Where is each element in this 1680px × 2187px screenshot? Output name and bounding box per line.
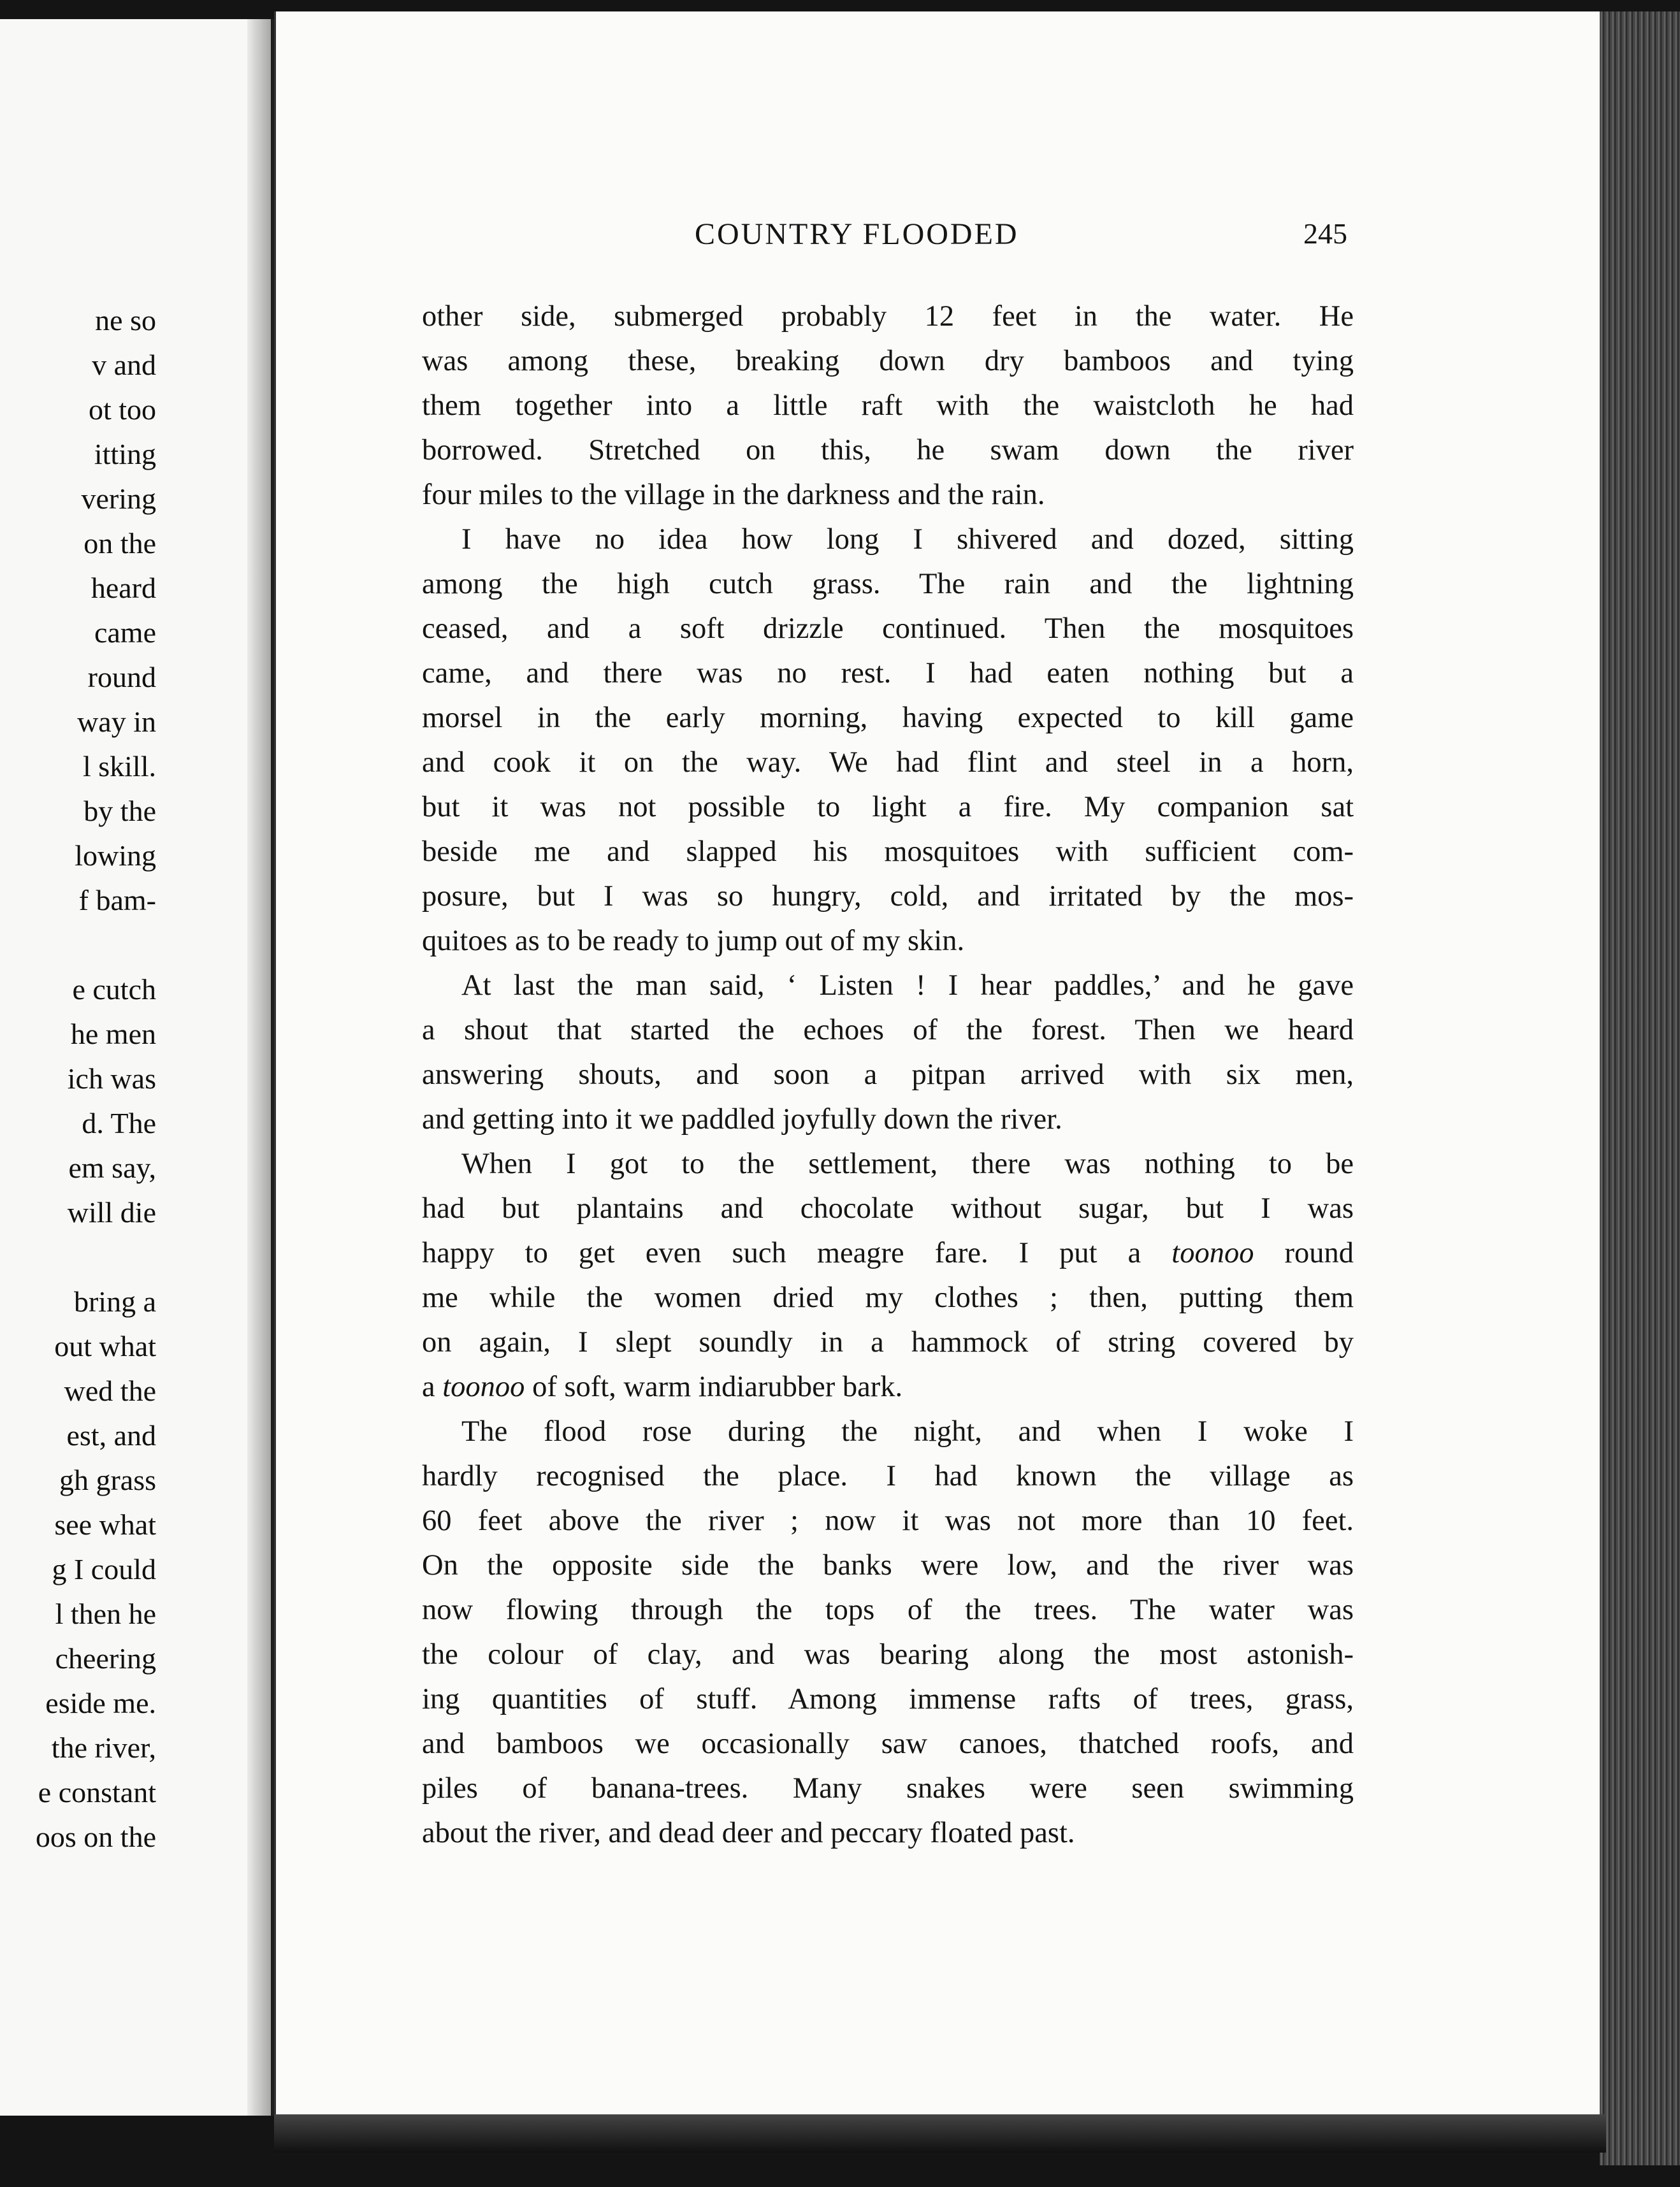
text-line: When I got to the settlement, there was nothing to be bbox=[461, 1148, 1354, 1180]
left-line: way in bbox=[77, 705, 156, 738]
page-block-edge bbox=[1600, 11, 1680, 2165]
left-line: out what bbox=[54, 1330, 156, 1362]
text-line: and getting into it we paddled joyfully down the river. bbox=[422, 1103, 1062, 1136]
text-line: I have no idea how long I shivered and dozed, sitting bbox=[461, 523, 1354, 556]
running-title: COUNTRY FLOODED bbox=[695, 217, 1019, 251]
text-line: now flowing through the tops of the trees. The water was bbox=[422, 1594, 1354, 1626]
page-bottom-edge bbox=[274, 2114, 1606, 2153]
left-line: l then he bbox=[55, 1598, 156, 1630]
left-line: eside me. bbox=[45, 1687, 156, 1719]
left-line: oos on the bbox=[35, 1821, 156, 1853]
left-line: came bbox=[94, 616, 156, 649]
text-run: round bbox=[1254, 1237, 1354, 1269]
body-text bbox=[422, 294, 1354, 1856]
left-line: on the bbox=[83, 527, 156, 559]
left-line: ich was bbox=[67, 1062, 156, 1095]
left-line: v and bbox=[92, 349, 156, 381]
text-line: four miles to the village in the darkness and the rain. bbox=[422, 479, 1045, 511]
text-line bbox=[422, 1365, 1354, 1410]
text-line: and cook it on the way. We had flint and steel in a horn, bbox=[422, 746, 1354, 779]
left-line: l skill. bbox=[82, 750, 156, 783]
text-line bbox=[422, 1231, 1354, 1276]
gutter-shadow bbox=[247, 19, 273, 2116]
text-line: On the opposite side the banks were low, and the river was bbox=[422, 1549, 1354, 1582]
left-line: round bbox=[87, 661, 156, 693]
left-line bbox=[0, 923, 271, 967]
left-line: wed the bbox=[64, 1375, 156, 1407]
left-line bbox=[0, 1235, 271, 1280]
left-line: gh grass bbox=[59, 1464, 156, 1496]
left-line: ne so bbox=[95, 304, 156, 336]
left-line: est, and bbox=[66, 1419, 156, 1452]
text-line: the colour of clay, and was bearing along the most astonish- bbox=[422, 1638, 1354, 1671]
page-number: 245 bbox=[1303, 217, 1347, 250]
text-line: quitoes as to be ready to jump out of my skin. bbox=[422, 925, 965, 957]
text-line: answering shouts, and soon a pitpan arrived with six men, bbox=[422, 1058, 1354, 1091]
text-line: about the river, and dead deer and peccary floated past. bbox=[422, 1817, 1075, 1849]
left-line: he men bbox=[70, 1018, 156, 1050]
text-line: morsel in the early morning, having expected to kill game bbox=[422, 702, 1354, 734]
italic-term: toonoo bbox=[442, 1371, 525, 1403]
left-line: by the bbox=[83, 795, 156, 827]
left-facing-page bbox=[0, 19, 273, 2116]
text-line: ceased, and a soft drizzle continued. Then the mosquitoes bbox=[422, 612, 1354, 645]
text-line: At last the man said, ‘ Listen ! I hear paddles,’ and he gave bbox=[461, 969, 1354, 1002]
left-line: cheering bbox=[55, 1642, 156, 1675]
left-page-text bbox=[0, 298, 271, 1859]
text-line: and bamboos we occasionally saw canoes, thatched roofs, and bbox=[422, 1728, 1354, 1760]
left-line: g I could bbox=[52, 1553, 156, 1585]
text-line: hardly recognised the place. I had known the village as bbox=[422, 1460, 1354, 1492]
text-line: among the high cutch grass. The rain and the lightning bbox=[422, 568, 1354, 600]
left-line: em say, bbox=[68, 1151, 156, 1184]
left-line: d. The bbox=[82, 1107, 156, 1139]
left-line: the river, bbox=[51, 1731, 156, 1764]
left-line: e constant bbox=[38, 1776, 156, 1808]
left-line: see what bbox=[54, 1508, 156, 1541]
left-line: f bam- bbox=[78, 884, 156, 916]
text-line: but it was not possible to light a fire. My companion sat bbox=[422, 791, 1354, 823]
italic-term: toonoo bbox=[1171, 1237, 1254, 1269]
left-line: lowing bbox=[75, 839, 156, 872]
text-line: ing quantities of stuff. Among immense rafts of trees, grass, bbox=[422, 1683, 1354, 1715]
text-run: of soft, warm indiarubber bark. bbox=[525, 1371, 903, 1403]
text-line: a shout that started the echoes of the forest. Then we heard bbox=[422, 1014, 1354, 1046]
text-line: beside me and slapped his mosquitoes with sufficient com- bbox=[422, 835, 1354, 868]
text-line: was among these, breaking down dry bamboos and tying bbox=[422, 345, 1354, 377]
left-line: bring a bbox=[73, 1285, 156, 1318]
left-line: itting bbox=[94, 438, 156, 470]
left-line: e cutch bbox=[72, 973, 156, 1006]
left-line: heard bbox=[91, 572, 156, 604]
text-line: 60 feet above the river ; now it was not more than 10 feet. bbox=[422, 1505, 1354, 1537]
running-head bbox=[421, 217, 1377, 261]
text-line: me while the women dried my clothes ; then, putting them bbox=[422, 1281, 1354, 1314]
text-run: a bbox=[422, 1371, 443, 1403]
text-line: The flood rose during the night, and when I woke I bbox=[461, 1415, 1354, 1448]
left-line: will die bbox=[67, 1196, 156, 1229]
text-line: posure, but I was so hungry, cold, and irritated by the mos- bbox=[422, 880, 1354, 913]
text-line: on again, I slept soundly in a hammock of string covered by bbox=[422, 1326, 1354, 1359]
left-line: vering bbox=[81, 482, 156, 515]
left-line: ot too bbox=[88, 393, 156, 426]
text-line: borrowed. Stretched on this, he swam down the river bbox=[422, 434, 1354, 466]
text-line: them together into a little raft with the waistcloth he had bbox=[422, 389, 1354, 422]
text-line: had but plantains and chocolate without sugar, but I was bbox=[422, 1192, 1354, 1225]
text-line: other side, submerged probably 12 feet in the water. He bbox=[422, 300, 1354, 333]
text-line: piles of banana-trees. Many snakes were seen swimming bbox=[422, 1772, 1354, 1805]
text-run: happy to get even such meagre fare. I put a bbox=[422, 1237, 1172, 1269]
text-line: came, and there was no rest. I had eaten nothing but a bbox=[422, 657, 1354, 689]
